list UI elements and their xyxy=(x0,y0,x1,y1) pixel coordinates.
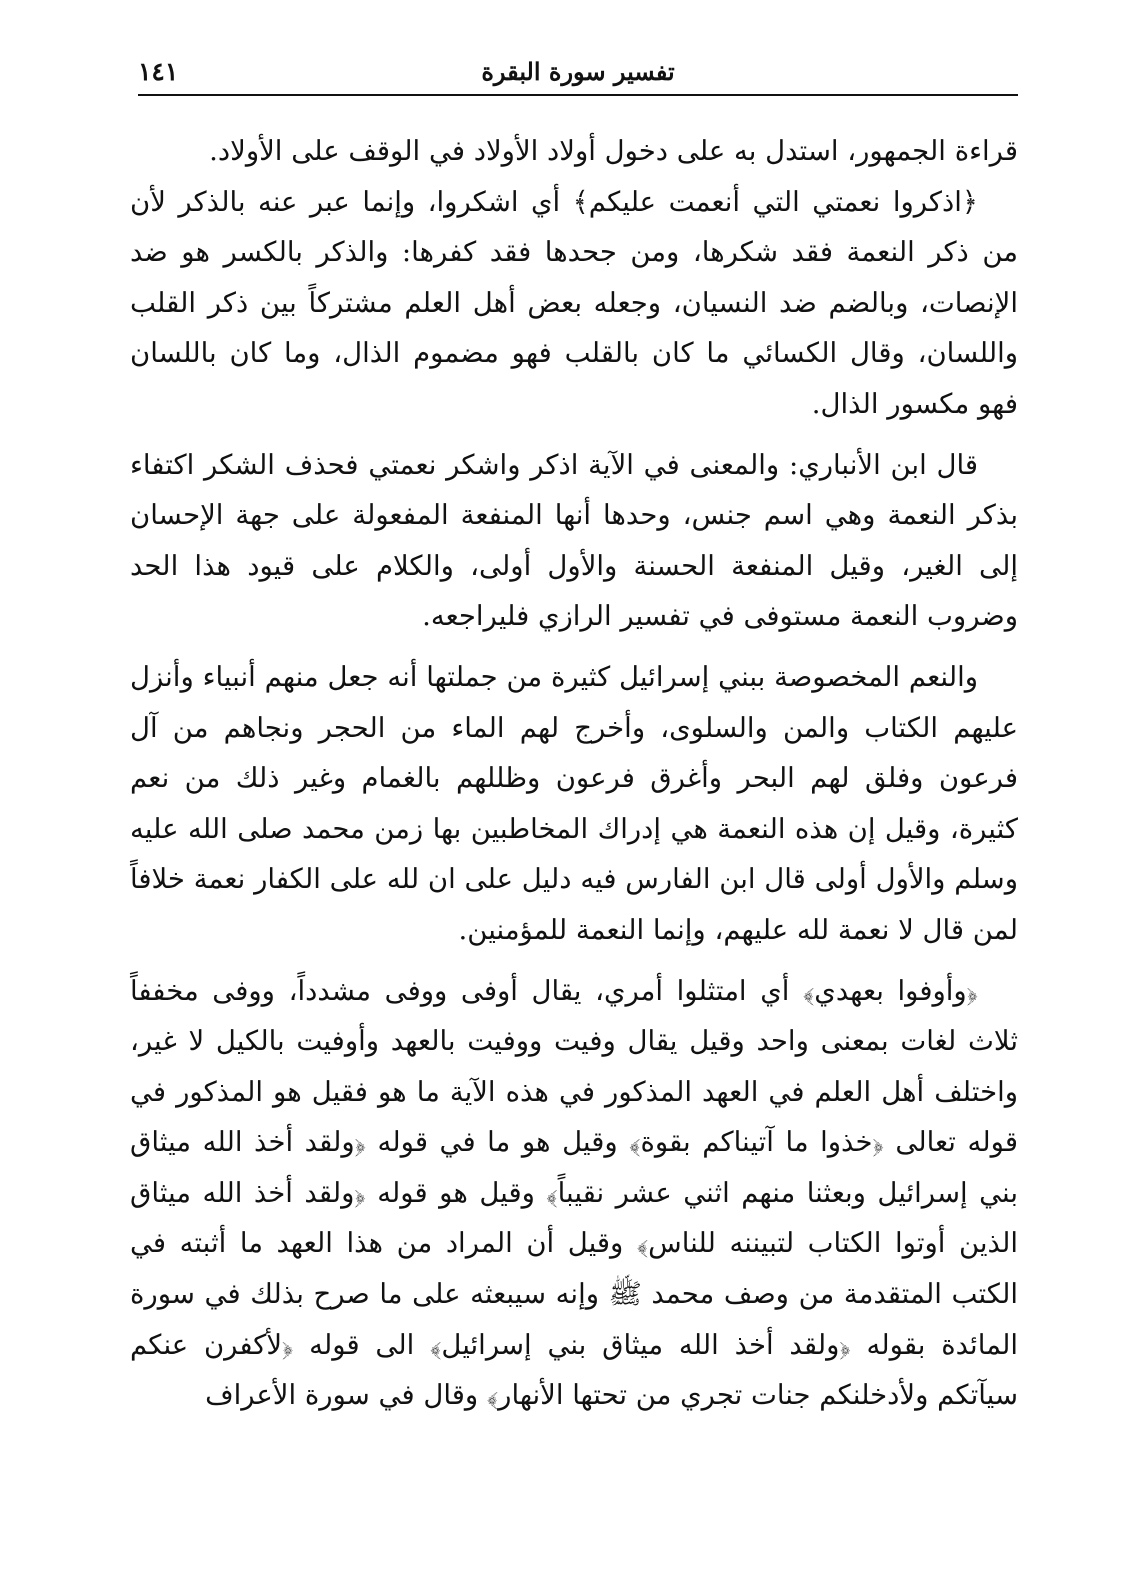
page-body xyxy=(130,126,1018,1421)
running-title: تفسير سورة البقرة xyxy=(481,57,675,86)
page-number: ١٤١ xyxy=(138,57,179,86)
running-header xyxy=(138,52,1018,92)
header-rule xyxy=(138,94,1018,96)
paragraph-fulfill-covenant: ﴿وأوفوا بعهدي﴾ أي امتثلوا أمري، يقال أوفى ووفى مشدداً، ووفى مخففاً ثلاث لغات بمعنى واحد وقيل يقال وفيت ووفيت بالعهد وأوفيت بالكيل لا غير، واختلف أهل العلم في العهد المذكور في هذه الآية ما هو فقيل هو المذكور في قوله تعالى ﴿خذوا ما آتيناكم بقوة﴾ وقيل هو ما في قوله ﴿ولقد أخذ الله ميثاق بني إسرائيل وبعثنا منهم اثني عشر نقيباً﴾ وقيل هو قوله ﴿ولقد أخذ الله ميثاق الذين أوتوا الكتاب لتبيننه للناس﴾ وقيل أن المراد من هذا العهد ما أثبته في الكتب المتقدمة من وصف محمد ﷺ وإنه سيبعثه على ما صرح بذلك في سورة المائدة بقوله ﴿ولقد أخذ الله ميثاق بني إسرائيل﴾ الى قوله ﴿لأكفرن عنكم سيآتكم ولأدخلنكم جنات تجري من تحتها الأنهار﴾ وقال في سورة الأعراف xyxy=(130,974,1018,1412)
paragraph-ibn-al-anbari: قال ابن الأنباري: والمعنى في الآية اذكر واشكر نعمتي فحذف الشكر اكتفاء بذكر النعمة وهي اسم جنس، وحدها أنها المنفعة المفعولة على جهة الإحسان إلى الغير، وقيل المنفعة الحسنة والأول أولى، والكلام على قيود هذا الحد وضروب النعمة مستوفى في تفسير الرازي فليراجعه. xyxy=(130,448,1018,633)
paragraph-blessings-of-israel: والنعم المخصوصة ببني إسرائيل كثيرة من جملتها أنه جعل منهم أنبياء وأنزل عليهم الكتاب والمن والسلوى، وأخرج لهم الماء من الحجر ونجاهم من آل فرعون وفلق لهم البحر وأغرق فرعون وظللهم بالغمام وغير ذلك من نعم كثيرة، وقيل إن هذه النعمة هي إدراك المخاطبين بها زمن محمد صلى الله عليه وسلم والأول أولى قال ابن الفارس فيه دليل على ان لله على الكفار نعمة خلافاً لمن قال لا نعمة لله عليهم، وإنما النعمة للمؤمنين. xyxy=(130,660,1018,946)
paragraph-continuation: قراءة الجمهور، استدل به على دخول أولاد الأولاد في الوقف على الأولاد. xyxy=(209,135,1018,167)
paragraph-remember-blessing: ﴿اذكروا نعمتي التي أنعمت عليكم﴾ أي اشكروا، وإنما عبر عنه بالذكر لأن من ذكر النعمة فقد شكرها، ومن جحدها فقد كفرها: والذكر بالكسر هو ضد الإنصات، وبالضم ضد النسيان، وجعله بعض أهل العلم مشتركاً بين ذكر القلب واللسان، وقال الكسائي ما كان بالقلب فهو مضموم الذال، وما كان باللسان فهو مكسور الذال. xyxy=(130,185,1018,420)
